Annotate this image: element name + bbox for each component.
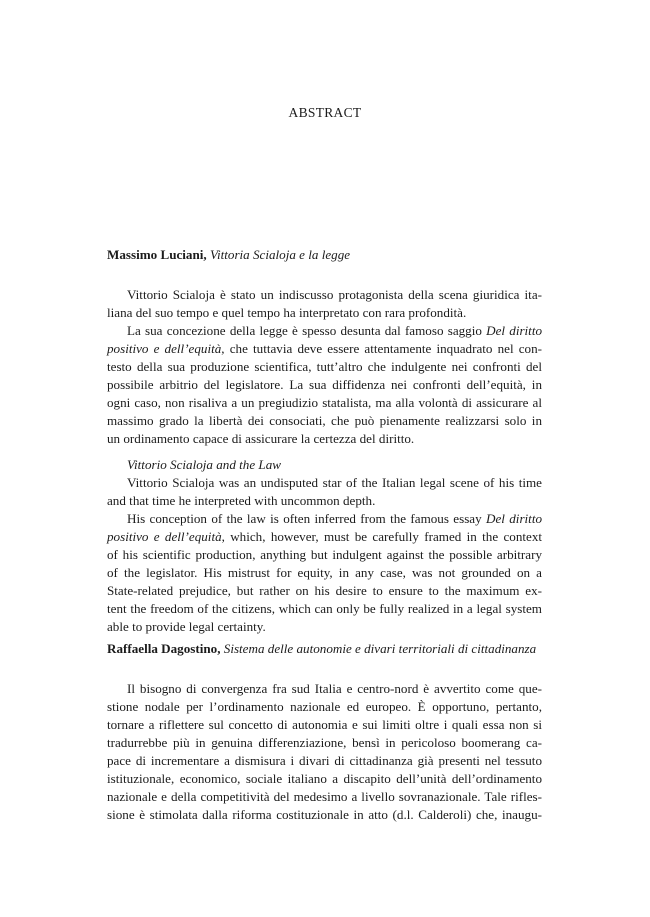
english-title: Vittorio Scialoja and the Law: [127, 457, 281, 472]
italian-paragraph-1: [107, 680, 542, 824]
abstract-entry-dagostino: [107, 640, 542, 824]
text-line: Vittorio Scialoja was an undisputed star of the Italian legal scene of his time: [127, 475, 542, 490]
text-line: [107, 528, 542, 546]
text-line: [107, 510, 542, 528]
text-line: sione è stimolata dalla riforma costituzionale in atto (d.l. Calderoli) che, inaugu-: [107, 807, 542, 822]
english-paragraph-2: [107, 510, 542, 636]
text-line: of the legislator. His mistrust for equity, in any case, was not grounded on a: [107, 565, 542, 580]
text-run: La sua concezione della legge è spesso desunta dal famoso saggio: [127, 323, 487, 338]
text-line: nazionale e della competitività del medesimo a livello sovranazionale. Tale rifles-: [107, 789, 542, 804]
text-line: liana del suo tempo e quel tempo ha interpretato con rara profondità.: [107, 305, 467, 320]
text-line: Il bisogno di convergenza fra sud Italia e centro-nord è avvertito come que-: [127, 681, 542, 696]
text-line: tent the freedom of the citizens, which can only be fully realized in a legal system: [107, 601, 542, 616]
text-line: istituzionale, economico, sociale italiano a discapito dell’unità dell’ordinamento: [107, 771, 542, 786]
english-paragraph-1: [107, 474, 542, 510]
entry-author: Massimo Luciani,: [107, 247, 207, 262]
text-line: ogni caso, non risaliva a un pregiudizio statalista, ma alla volontà di assicurare al: [107, 395, 542, 410]
text-line: un ordinamento capace di assicurare la certezza del diritto.: [107, 431, 415, 446]
text-line: able to provide legal certainty.: [107, 619, 266, 634]
italian-paragraph-1: [107, 286, 542, 322]
text-line: stione nodale per l’ordinamento nazionale ed europeo. È opportuno, pertanto,: [107, 699, 542, 714]
entry-title-line: [107, 640, 542, 658]
text-run: , che tuttavia deve essere attentamente inquadrato nel con-: [221, 341, 543, 356]
text-run: His conception of the law is often inferred from the famous essay: [127, 511, 487, 526]
work-title: positivo e dell’equità: [107, 341, 222, 356]
entry-title-line: [107, 246, 542, 264]
text-line: of his scientific production, anything but indulgent against the possible arbitrary: [107, 547, 542, 562]
entry-title: Vittoria Scialoja e la legge: [209, 247, 351, 262]
abstract-entry-luciani: [107, 246, 542, 636]
text-line: and that time he interpreted with uncommon depth.: [107, 493, 376, 508]
text-line: possibile arbitrio del legislatore. La sua diffidenza nei confronti dell’equità, in: [107, 377, 542, 392]
entry-title: Sistema delle autonomie e divari territoriali di cittadinanza: [223, 641, 537, 656]
text-line: pace di incrementare a dismisura i divari di cittadinanza già presenti nel tessuto: [107, 753, 542, 768]
text-line: tornare a riflettere sul concetto di autonomia e sui limiti oltre i quali essa non si: [107, 717, 542, 732]
page-heading: ABSTRACT: [288, 105, 362, 120]
italian-paragraph-2: [107, 322, 542, 448]
work-title: Del diritto: [486, 511, 543, 526]
work-title: positivo e dell’equità: [107, 529, 222, 544]
text-line: tradurrebbe più in genuina differenziazione, bensì in pericoloso boomerang ca-: [107, 735, 542, 750]
text-line: Vittorio Scialoja è stato un indiscusso protagonista della scena giuridica ita-: [127, 287, 542, 302]
text-run: , which, however, must be carefully framed in the context: [221, 529, 543, 544]
text-line: testo della sua produzione scientifica, tutt’altro che indulgente nei confronti del: [107, 359, 542, 374]
text-line: State-related prejudice, but rather on his desire to ensure to the maximum ex-: [107, 583, 542, 598]
entry-author: Raffaella Dagostino,: [107, 641, 221, 656]
text-line: massimo grado la libertà dei consociati, che può pienamente realizzarsi solo in: [107, 413, 542, 428]
text-line: [107, 322, 542, 340]
work-title: Del diritto: [486, 323, 543, 338]
text-line: [107, 340, 542, 358]
